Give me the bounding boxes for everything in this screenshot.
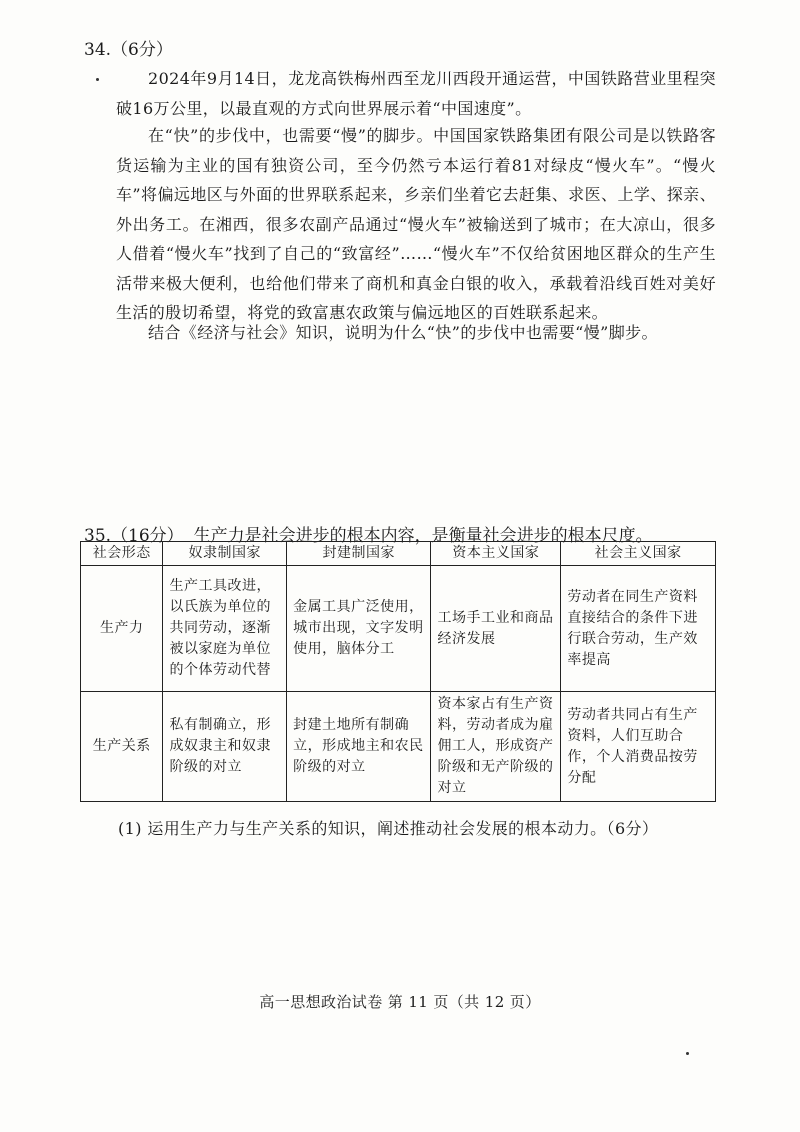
table-header-cell: 资本主义国家 <box>431 542 561 566</box>
table-row-relations-of-production <box>81 692 716 802</box>
question-34-paragraph-1: 2024年9月14日，龙龙高铁梅州西至龙川西段开通运营，中国铁路营业里程突破16万公里，以最直观的方式向世界展示着“中国速度”。 <box>116 69 716 118</box>
table-row-productivity <box>81 566 716 692</box>
scan-speck <box>96 78 99 81</box>
table-cell: 劳动者在同生产资料直接结合的条件下进行联合劳动，生产效率提高 <box>561 566 716 692</box>
row-label: 生产力 <box>81 566 163 692</box>
table-header-row <box>81 542 716 566</box>
question-35-statement: 生产力是社会进步的根本内容，是衡量社会进步的根本尺度。 <box>193 526 653 546</box>
table-cell: 私有制确立，形成奴隶主和奴隶阶级的对立 <box>163 692 287 802</box>
scan-speck <box>686 1052 689 1055</box>
table-cell: 生产工具改进，以氏族为单位的共同劳动，逐渐被以家庭为单位的个体劳动代替 <box>163 566 287 692</box>
table-header-cell: 社会形态 <box>81 542 163 566</box>
table-cell: 劳动者共同占有生产资料，人们互助合作，个人消费品按劳分配 <box>561 692 716 802</box>
table-header-cell: 封建制国家 <box>287 542 431 566</box>
table-cell: 封建土地所有制确立，形成地主和农民阶级的对立 <box>287 692 431 802</box>
productivity-table <box>80 541 716 802</box>
table-header-cell: 社会主义国家 <box>561 542 716 566</box>
page-footer: 高一思想政治试卷 第 11 页（共 12 页） <box>259 993 541 1011</box>
table-cell: 金属工具广泛使用，城市出现，文字发明使用，脑体分工 <box>287 566 431 692</box>
table-header-cell: 奴隶制国家 <box>163 542 287 566</box>
table-cell: 资本家占有生产资料，劳动者成为雇佣工人，形成资产阶级和无产阶级的对立 <box>431 692 561 802</box>
table-cell: 工场手工业和商品经济发展 <box>431 566 561 692</box>
question-35-score: 35.（16分） <box>84 526 184 546</box>
question-34-paragraph-2: 在“快”的步伐中，也需要“慢”的脚步。中国国家铁路集团有限公司是以铁路客货运输为主业的国有独资公司，至今仍然亏本运行着81对绿皮“慢火车”。“慢火车”将偏远地区与外面的世界联系起来，乡亲们坐着它去赶集、求医、上学、探亲、外出务工。在湘西，很多农副产品通过“慢火车”被输送到了城市；在大凉山，很多人借着“慢火车”找到了自己的“致富经”……“慢火车”不仅给贫困地区群众的生产生活带来极大便利，也给他们带来了商机和真金白银的收入，承载着沿线百姓对美好生活的殷切希望，将党的致富惠农政策与偏远地区的百姓联系起来。 <box>116 126 716 322</box>
question-35-sub-1: (1) 运用生产力与生产关系的知识，阐述推动社会发展的根本动力。（6分） <box>118 819 659 838</box>
row-label: 生产关系 <box>81 692 163 802</box>
question-34-prompt: 结合《经济与社会》知识，说明为什么“快”的步伐中也需要“慢”脚步。 <box>148 323 658 342</box>
question-34-heading: 34.（6分） <box>84 40 173 60</box>
